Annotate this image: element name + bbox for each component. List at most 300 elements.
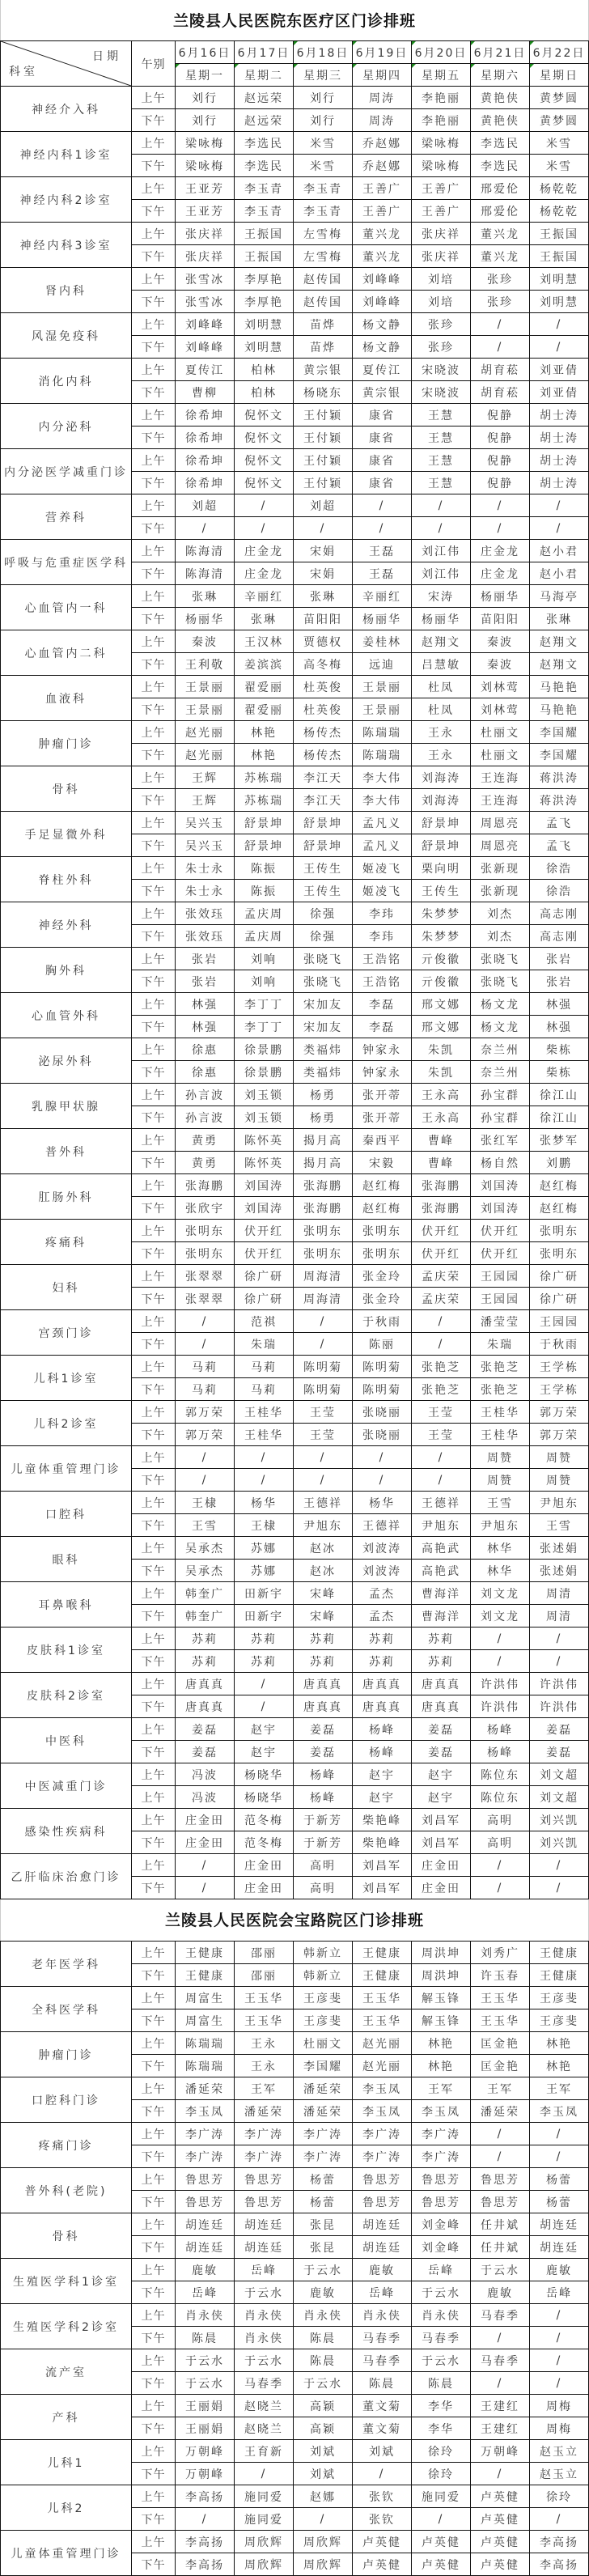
doctor-cell: 解玉锋	[412, 2009, 471, 2032]
department-name: 口腔科	[1, 1492, 132, 1537]
doctor-cell: 张梦军	[530, 1129, 589, 1152]
doctor-cell: 王棣	[176, 1492, 235, 1514]
period-cell: 下午	[132, 2100, 176, 2123]
period-cell: 下午	[132, 1288, 176, 1310]
doctor-cell: 王军	[530, 2077, 589, 2100]
doctor-cell: 王莹	[412, 1401, 471, 1424]
doctor-cell: 张琳	[235, 608, 294, 630]
doctor-cell: 王振国	[530, 245, 589, 268]
doctor-cell: 任井斌	[471, 2213, 530, 2236]
doctor-cell: 陈明菊	[353, 1356, 412, 1378]
table-row	[1, 1763, 589, 1786]
doctor-cell: 伏开红	[412, 1220, 471, 1242]
doctor-cell: 李广涛	[294, 2123, 353, 2145]
doctor-cell: /	[530, 1628, 589, 1650]
doctor-cell: 黄勇	[176, 1129, 235, 1152]
period-cell: 下午	[132, 1964, 176, 1987]
doctor-cell: 唐真真	[176, 1673, 235, 1695]
doctor-cell: 姜磊	[412, 1718, 471, 1741]
doctor-cell: 朱凯	[412, 1038, 471, 1061]
doctor-cell: 张庆祥	[412, 245, 471, 268]
doctor-cell: 奈兰州	[471, 1038, 530, 1061]
doctor-cell: 杜英俊	[294, 698, 353, 721]
doctor-cell: 周恩亮	[471, 812, 530, 834]
doctor-cell: 黄梦圆	[530, 109, 589, 132]
doctor-cell: 杨乾乾	[530, 177, 589, 200]
doctor-cell: 赵宇	[412, 1763, 471, 1786]
doctor-cell: 陈怀英	[235, 1129, 294, 1152]
doctor-cell: 杨华	[353, 1492, 412, 1514]
doctor-cell: 张海鹏	[412, 1197, 471, 1220]
doctor-cell: 李玉青	[294, 177, 353, 200]
doctor-cell: 张翠翠	[176, 1265, 235, 1288]
doctor-cell: 胡连廷	[176, 2236, 235, 2259]
doctor-cell: 李磊	[353, 993, 412, 1016]
doctor-cell: 鲁思芳	[353, 2168, 412, 2191]
period-cell: 下午	[132, 744, 176, 766]
doctor-cell: 姜磊	[176, 1741, 235, 1763]
period-cell: 下午	[132, 1424, 176, 1446]
doctor-cell: /	[530, 2508, 589, 2531]
period-cell: 下午	[132, 245, 176, 268]
doctor-cell: 赵翔文	[412, 630, 471, 653]
doctor-cell: 马莉	[235, 1356, 294, 1378]
doctor-cell: 高艳武	[412, 1537, 471, 1560]
doctor-cell: /	[353, 494, 412, 517]
doctor-cell: 任井斌	[471, 2236, 530, 2259]
doctor-cell: 柴艳峰	[353, 1831, 412, 1854]
doctor-cell: 林强	[530, 993, 589, 1016]
doctor-cell: 杨丽华	[471, 585, 530, 608]
doctor-cell: /	[235, 2463, 294, 2485]
doctor-cell: 倪静	[471, 472, 530, 494]
doctor-cell: 于云水	[176, 2372, 235, 2395]
doctor-cell: 王育新	[235, 2440, 294, 2463]
doctor-cell: 王彦斐	[530, 1987, 589, 2009]
doctor-cell: 刘超	[294, 494, 353, 517]
period-header: 午别	[132, 41, 176, 87]
period-cell: 上午	[132, 1310, 176, 1333]
period-cell: 下午	[132, 427, 176, 449]
doctor-cell: 刘杰	[471, 925, 530, 948]
doctor-cell: 陈晨	[294, 2327, 353, 2349]
doctor-cell: 赵远荣	[235, 109, 294, 132]
doctor-cell: 李玮	[353, 925, 412, 948]
doctor-cell: 梁咏梅	[176, 132, 235, 155]
doctor-cell: 庄金田	[412, 1854, 471, 1877]
doctor-cell: 鲁思芳	[471, 2191, 530, 2213]
doctor-cell: 刘斌	[294, 2440, 353, 2463]
period-cell: 下午	[132, 1016, 176, 1038]
department-name: 儿童体重管理门诊	[1, 2531, 132, 2576]
doctor-cell: 陈丽	[353, 1333, 412, 1356]
doctor-cell: 高志刚	[530, 902, 589, 925]
doctor-cell: 王善广	[353, 177, 412, 200]
doctor-cell: 周欣辉	[294, 2553, 353, 2576]
doctor-cell: /	[412, 2508, 471, 2531]
doctor-cell: 李高扬	[176, 2531, 235, 2553]
doctor-cell: 周洪坤	[412, 1942, 471, 1964]
period-cell: 下午	[132, 1378, 176, 1401]
period-cell: 上午	[132, 2531, 176, 2553]
doctor-cell: 徐景鹏	[235, 1038, 294, 1061]
doctor-cell: 梁咏梅	[176, 155, 235, 177]
doctor-cell: 刘峰峰	[176, 313, 235, 336]
doctor-cell: 王连海	[471, 789, 530, 812]
department-name: 老年医学科	[1, 1942, 132, 1987]
doctor-cell: 邢爱伦	[471, 177, 530, 200]
doctor-cell: 赵光丽	[176, 721, 235, 744]
doctor-cell: 孟庆周	[235, 925, 294, 948]
doctor-cell: 类福炜	[294, 1061, 353, 1084]
doctor-cell: 黄宗银	[294, 359, 353, 381]
doctor-cell: 苏栋瑞	[235, 766, 294, 789]
doctor-cell: 秦波	[471, 630, 530, 653]
doctor-cell: 刘鹏	[530, 1152, 589, 1174]
doctor-cell: 郭万荣	[176, 1424, 235, 1446]
period-cell: 上午	[132, 1220, 176, 1242]
period-cell: 下午	[132, 2009, 176, 2032]
doctor-cell: 庄金龙	[235, 540, 294, 562]
doctor-cell: 康省	[353, 472, 412, 494]
doctor-cell: 徐希坤	[176, 404, 235, 427]
doctor-cell: 卢英健	[412, 2531, 471, 2553]
period-cell: 下午	[132, 1650, 176, 1673]
table-row	[1, 1987, 589, 2009]
doctor-cell: 赵晓兰	[235, 2417, 294, 2440]
doctor-cell: 陈晨	[294, 2349, 353, 2372]
doctor-cell: 张珍	[412, 313, 471, 336]
doctor-cell: 许洪伟	[471, 1695, 530, 1718]
doctor-cell: 康省	[353, 449, 412, 472]
doctor-cell: 宋涛	[412, 585, 471, 608]
doctor-cell: 曹峰	[412, 1129, 471, 1152]
department-name: 骨科	[1, 2213, 132, 2259]
doctor-cell: 赵红梅	[353, 1174, 412, 1197]
department-name: 风湿免疫科	[1, 313, 132, 359]
doctor-cell: 刘兴凯	[530, 1831, 589, 1854]
department-name: 消化内科	[1, 359, 132, 404]
doctor-cell: 杜丽文	[294, 2032, 353, 2055]
doctor-cell: 王桂华	[235, 1424, 294, 1446]
department-name: 神经外科	[1, 902, 132, 948]
doctor-cell: 左雪梅	[294, 245, 353, 268]
doctor-cell: 张庆祥	[176, 245, 235, 268]
doctor-cell: 亓俊徽	[412, 948, 471, 970]
doctor-cell: 张翠翠	[176, 1288, 235, 1310]
table-row	[1, 1129, 589, 1152]
doctor-cell: 苏莉	[294, 1628, 353, 1650]
doctor-cell: 孙言波	[176, 1084, 235, 1106]
doctor-cell: 赵晓兰	[235, 2395, 294, 2417]
doctor-cell: 李广涛	[353, 2145, 412, 2168]
doctor-cell: 刘超	[176, 494, 235, 517]
department-name: 口腔科门诊	[1, 2077, 132, 2123]
doctor-cell: 王永高	[412, 1106, 471, 1129]
doctor-cell: 伏开红	[412, 1242, 471, 1265]
department-name: 骨科	[1, 766, 132, 812]
doctor-cell: 肖永侠	[412, 2304, 471, 2327]
doctor-cell: 李玮	[353, 902, 412, 925]
schedule-title: 兰陵县人民医院会宝路院区门诊排班	[0, 1899, 589, 1941]
department-name: 儿科2诊室	[1, 1401, 132, 1446]
period-cell: 上午	[132, 313, 176, 336]
department-name: 中医减重门诊	[1, 1763, 132, 1809]
doctor-cell: 赵光丽	[353, 2032, 412, 2055]
doctor-cell: 秦西平	[353, 1129, 412, 1152]
weekday-header: 星期四	[353, 64, 412, 87]
doctor-cell: 张艳芝	[412, 1378, 471, 1401]
doctor-cell: 姜磊	[294, 1741, 353, 1763]
doctor-cell: 李江天	[294, 789, 353, 812]
doctor-cell: 周涛	[353, 109, 412, 132]
doctor-cell: 李厚艳	[235, 291, 294, 313]
doctor-cell: 王传生	[412, 880, 471, 902]
doctor-cell: 翟爱丽	[235, 698, 294, 721]
doctor-cell: 李高扬	[530, 2531, 589, 2553]
period-cell: 上午	[132, 1763, 176, 1786]
period-cell: 上午	[132, 404, 176, 427]
doctor-cell: 张琳	[176, 585, 235, 608]
table-row	[1, 1537, 589, 1560]
period-cell: 上午	[132, 1718, 176, 1741]
doctor-cell: 杨自然	[471, 1152, 530, 1174]
doctor-cell: 王莹	[294, 1424, 353, 1446]
doctor-cell: 万朝峰	[176, 2440, 235, 2463]
doctor-cell: 李玉青	[235, 177, 294, 200]
doctor-cell: 柴艳峰	[353, 1809, 412, 1831]
doctor-cell: 杨文静	[353, 336, 412, 359]
doctor-cell: 张晓丽	[353, 1424, 412, 1446]
doctor-cell: 马春季	[471, 2304, 530, 2327]
doctor-cell: 曹峰	[412, 1152, 471, 1174]
doctor-cell: 王景丽	[176, 698, 235, 721]
doctor-cell: 徐浩	[530, 857, 589, 880]
doctor-cell: 刘文超	[530, 1763, 589, 1786]
period-cell: 下午	[132, 2508, 176, 2531]
doctor-cell: 马春季	[353, 2349, 412, 2372]
doctor-cell: 卢英健	[412, 2553, 471, 2576]
doctor-cell: 张钦	[353, 2485, 412, 2508]
doctor-cell: 孟凡义	[353, 834, 412, 857]
doctor-cell: 杨峰	[471, 1718, 530, 1741]
doctor-cell: 宋加友	[294, 993, 353, 1016]
doctor-cell: 姜桂林	[353, 630, 412, 653]
doctor-cell: 赵翔文	[530, 630, 589, 653]
department-name: 宫颈门诊	[1, 1310, 132, 1356]
doctor-cell: 刘海涛	[412, 766, 471, 789]
doctor-cell: 林艳	[412, 2032, 471, 2055]
table-row	[1, 1401, 589, 1424]
table-row	[1, 494, 589, 517]
table-row	[1, 1038, 589, 1061]
doctor-cell: 徐希坤	[176, 449, 235, 472]
doctor-cell: 张海鹏	[412, 1174, 471, 1197]
doctor-cell: 乔赵娜	[353, 155, 412, 177]
doctor-cell: 栗向明	[412, 857, 471, 880]
doctor-cell: 李国耀	[530, 721, 589, 744]
doctor-cell: 唐真真	[353, 1673, 412, 1695]
doctor-cell: 张海鹏	[294, 1174, 353, 1197]
period-cell: 上午	[132, 2168, 176, 2191]
doctor-cell: 杨传杰	[294, 721, 353, 744]
doctor-cell: 苏娜	[235, 1537, 294, 1560]
doctor-cell: /	[530, 494, 589, 517]
doctor-cell: /	[176, 1310, 235, 1333]
doctor-cell: 张雪冰	[176, 268, 235, 291]
doctor-cell: 马春季	[235, 2372, 294, 2395]
doctor-cell: 姬凌飞	[353, 857, 412, 880]
table-row	[1, 313, 589, 336]
weekday-header: 星期五	[412, 64, 471, 87]
department-name: 泌尿外科	[1, 1038, 132, 1084]
header-row-dates	[1, 41, 589, 64]
doctor-cell: 马莉	[176, 1356, 235, 1378]
doctor-cell: 张效珏	[176, 925, 235, 948]
doctor-cell: 高明	[471, 1831, 530, 1854]
doctor-cell: 陈振	[235, 857, 294, 880]
doctor-cell: /	[471, 336, 530, 359]
doctor-cell: /	[471, 1628, 530, 1650]
doctor-cell: 赵红梅	[530, 1197, 589, 1220]
doctor-cell: /	[530, 313, 589, 336]
doctor-cell: 张晓飞	[471, 948, 530, 970]
doctor-cell: 李广涛	[412, 2123, 471, 2145]
doctor-cell: 周欣辉	[235, 2531, 294, 2553]
doctor-cell: 胡连廷	[530, 2213, 589, 2236]
doctor-cell: 刘昌军	[412, 1809, 471, 1831]
doctor-cell: 胡连廷	[530, 2236, 589, 2259]
doctor-cell: 舒景坤	[412, 834, 471, 857]
period-cell: 下午	[132, 1106, 176, 1129]
table-row	[1, 993, 589, 1016]
doctor-cell: 王付颖	[294, 427, 353, 449]
department-name: 内分泌科	[1, 404, 132, 449]
period-cell: 上午	[132, 1401, 176, 1424]
doctor-cell: 张昆	[294, 2236, 353, 2259]
doctor-cell: 孙宝群	[471, 1084, 530, 1106]
period-cell: 上午	[132, 449, 176, 472]
doctor-cell: 庄金龙	[471, 562, 530, 585]
doctor-cell: 刘培	[412, 291, 471, 313]
doctor-cell: 王园园	[471, 1288, 530, 1310]
table-row	[1, 177, 589, 200]
doctor-cell: 肖永侠	[235, 2327, 294, 2349]
doctor-cell: 庄金田	[412, 1877, 471, 1899]
doctor-cell: 舒景坤	[294, 812, 353, 834]
doctor-cell: 杨华	[235, 1492, 294, 1514]
doctor-cell: 于云水	[294, 2259, 353, 2281]
doctor-cell: 鲁思芳	[353, 2191, 412, 2213]
table-row	[1, 2213, 589, 2236]
period-cell: 上午	[132, 676, 176, 698]
doctor-cell: 李大伟	[353, 789, 412, 812]
doctor-cell: 张琳	[530, 608, 589, 630]
doctor-cell: 刘峰峰	[176, 336, 235, 359]
doctor-cell: 李磊	[353, 1016, 412, 1038]
doctor-cell: /	[294, 1333, 353, 1356]
doctor-cell: 张效珏	[176, 902, 235, 925]
doctor-cell: 杨蕾	[530, 2168, 589, 2191]
doctor-cell: /	[176, 1877, 235, 1899]
doctor-cell: 苗烨	[294, 313, 353, 336]
doctor-cell: 宋加友	[294, 1016, 353, 1038]
doctor-cell: 钟家永	[353, 1061, 412, 1084]
doctor-cell: 赵远荣	[235, 87, 294, 109]
department-name: 神经内科2诊室	[1, 177, 132, 223]
doctor-cell: 陈瑞瑞	[176, 2032, 235, 2055]
period-cell: 下午	[132, 880, 176, 902]
table-row	[1, 1356, 589, 1378]
doctor-cell: 张明东	[294, 1242, 353, 1265]
doctor-cell: 鲁思芳	[176, 2191, 235, 2213]
doctor-cell: 王付颖	[294, 472, 353, 494]
period-cell: 上午	[132, 1854, 176, 1877]
doctor-cell: 王连海	[471, 766, 530, 789]
doctor-cell: 王雪	[530, 1514, 589, 1537]
doctor-cell: 周恩亮	[471, 834, 530, 857]
doctor-cell: 陈晨	[412, 2372, 471, 2395]
doctor-cell: /	[530, 2304, 589, 2327]
doctor-cell: 倪怀文	[235, 404, 294, 427]
doctor-cell: 王付颖	[294, 404, 353, 427]
period-cell: 上午	[132, 1038, 176, 1061]
doctor-cell: 曹海洋	[412, 1605, 471, 1628]
period-cell: 下午	[132, 2236, 176, 2259]
doctor-cell: 乔赵娜	[353, 132, 412, 155]
doctor-cell: 王振国	[530, 223, 589, 245]
doctor-cell: 王振国	[235, 245, 294, 268]
doctor-cell: 王辉	[176, 766, 235, 789]
doctor-cell: 王桂华	[471, 1424, 530, 1446]
doctor-cell: /	[530, 1854, 589, 1877]
department-name: 皮肤科2诊室	[1, 1673, 132, 1718]
table-row	[1, 2485, 589, 2508]
schedule-title: 兰陵县人民医院东医疗区门诊排班	[0, 0, 589, 40]
doctor-cell: 刘昌军	[353, 1854, 412, 1877]
doctor-cell: 唐真真	[176, 1695, 235, 1718]
department-name: 普外科	[1, 1129, 132, 1174]
doctor-cell: 张艳芝	[471, 1356, 530, 1378]
doctor-cell: /	[530, 2327, 589, 2349]
doctor-cell: 邵丽	[235, 1964, 294, 1987]
department-name: 耳鼻喉科	[1, 1582, 132, 1628]
period-cell: 上午	[132, 359, 176, 381]
period-cell: 下午	[132, 653, 176, 676]
doctor-cell: 姜磊	[176, 1718, 235, 1741]
doctor-cell: 王慧	[412, 404, 471, 427]
doctor-cell: 岳峰	[412, 2259, 471, 2281]
doctor-cell: 鹿敏	[353, 2259, 412, 2281]
doctor-cell: 张晓飞	[294, 948, 353, 970]
doctor-cell: 刘响	[235, 948, 294, 970]
department-name: 内分泌医学减重门诊	[1, 449, 132, 494]
period-cell: 下午	[132, 2553, 176, 2576]
doctor-cell: /	[353, 517, 412, 540]
doctor-cell: 王永	[412, 744, 471, 766]
doctor-cell: 杨蕾	[294, 2168, 353, 2191]
doctor-cell: 李广涛	[235, 2145, 294, 2168]
period-cell: 下午	[132, 1877, 176, 1899]
department-name: 疼痛科	[1, 1220, 132, 1265]
doctor-cell: 岳峰	[353, 2281, 412, 2304]
doctor-cell: 李玉凤	[412, 2100, 471, 2123]
department-name: 肿瘤门诊	[1, 2032, 132, 2077]
period-cell: 下午	[132, 1061, 176, 1084]
doctor-cell: 王彦斐	[530, 2009, 589, 2032]
doctor-cell: 翟爱丽	[235, 676, 294, 698]
doctor-cell: 鹿敏	[530, 2259, 589, 2281]
